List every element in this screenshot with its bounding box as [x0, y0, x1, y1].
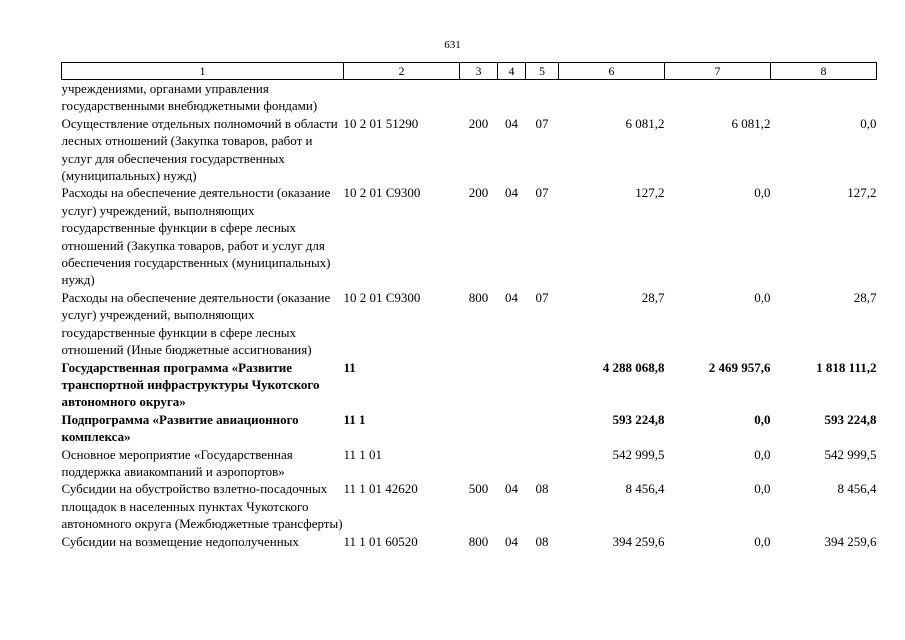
row-rz-cell: 04 [505, 289, 518, 305]
row-vr-cell [460, 80, 498, 115]
row-vr-cell [460, 411, 498, 446]
row-rz-cell [498, 80, 526, 115]
row-name-cell: Расходы на обеспечение деятельности (оказание услуг) учреждений, выполняющих государственные функции в сфере лесных отношений (Закупка товаров, работ и услуг для обеспечения государственных (муниципальных) нужд) [61, 185, 331, 288]
row-rz-cell: 04 [505, 185, 518, 201]
row-amount-regional-cell: 1 818 111,2 [816, 359, 877, 375]
column-header-pr: 5 [526, 63, 559, 80]
row-code-cell: 11 [343, 359, 356, 375]
column-header-amount-federal: 7 [665, 63, 771, 80]
column-header-vr: 3 [460, 63, 498, 80]
row-name-cell: Субсидии на обустройство взлетно-посадочных площадок в населенных пунктах Чукотского автономного округа (Межбюджетные трансферты) [61, 481, 343, 532]
row-name-cell: Государственная программа «Развитие транспортной инфраструктуры Чукотского автономного округа» [61, 359, 320, 410]
row-vr-cell: 200 [468, 185, 489, 201]
column-header-code: 2 [344, 63, 460, 80]
row-name-cell: Расходы на обеспечение деятельности (оказание услуг) учреждений, выполняющих государственные функции в сфере лесных отношений (Иные бюджетные ассигнования) [61, 289, 331, 358]
row-pr-cell: 08 [535, 481, 549, 497]
table-body [62, 80, 877, 550]
row-name-cell: Подпрограмма «Развитие авиационного комплекса» [61, 411, 299, 445]
row-pr-cell: 07 [535, 185, 549, 201]
row-amount-federal-cell: 6 081,2 [731, 115, 771, 131]
row-amount-federal-cell [665, 80, 771, 115]
row-pr-cell [526, 446, 559, 481]
table-row [62, 115, 877, 185]
row-amount-total-cell: 394 259,6 [612, 533, 665, 549]
column-header-name: 1 [62, 63, 344, 80]
row-vr-cell: 800 [468, 289, 489, 305]
row-pr-cell [526, 359, 559, 411]
row-amount-total-cell: 8 456,4 [625, 481, 665, 497]
row-amount-federal-cell: 0,0 [754, 481, 771, 497]
row-amount-regional-cell [771, 80, 877, 115]
row-name-cell: Субсидии на возмещение недополученных [61, 533, 299, 549]
row-code-cell: 10 2 01 51290 [343, 115, 419, 131]
row-amount-total-cell: 593 224,8 [612, 411, 665, 427]
row-amount-total-cell: 4 288 068,8 [602, 359, 665, 375]
row-rz-cell: 04 [505, 533, 518, 549]
row-pr-cell: 08 [535, 533, 549, 549]
row-pr-cell: 07 [535, 289, 549, 305]
row-amount-total-cell [559, 80, 665, 115]
row-amount-regional-cell: 8 456,4 [837, 481, 877, 497]
row-code-cell: 11 1 01 42620 [343, 481, 418, 497]
column-header-amount-total: 6 [559, 63, 665, 80]
row-code-cell: 11 1 01 [343, 446, 383, 462]
row-rz-cell: 04 [505, 481, 518, 497]
row-amount-regional-cell: 542 999,5 [824, 446, 877, 462]
table-row [62, 411, 877, 446]
table-row [62, 359, 877, 411]
row-amount-total-cell: 542 999,5 [612, 446, 665, 462]
row-code-cell [344, 80, 460, 115]
row-amount-federal-cell: 2 469 957,6 [708, 359, 771, 375]
row-pr-cell: 07 [535, 115, 549, 131]
row-code-cell: 10 2 01 С9300 [343, 289, 421, 305]
table-header-row [62, 63, 877, 80]
row-name-cell: учреждениями, органами управления государственными внебюджетными фондами) [61, 81, 318, 114]
row-name-cell: Осуществление отдельных полномочий в области лесных отношений (Закупка товаров, работ и услуг для обеспечения государственных (муниципальных) нужд) [61, 115, 338, 184]
table-row [62, 184, 877, 288]
row-amount-total-cell: 28,7 [641, 289, 665, 305]
row-amount-federal-cell: 0,0 [754, 411, 771, 427]
row-vr-cell [460, 359, 498, 411]
row-amount-federal-cell: 0,0 [754, 289, 771, 305]
column-header-rz: 4 [498, 63, 526, 80]
table-row [62, 446, 877, 481]
row-code-cell: 11 1 01 60520 [343, 533, 418, 549]
row-name-cell: Основное мероприятие «Государственная поддержка авиакомпаний и аэропортов» [61, 446, 293, 479]
row-vr-cell: 500 [468, 481, 489, 497]
table-row [62, 533, 877, 550]
row-amount-total-cell: 6 081,2 [625, 115, 665, 131]
row-code-cell: 10 2 01 С9300 [343, 185, 421, 201]
row-amount-regional-cell: 0,0 [860, 115, 877, 131]
row-amount-federal-cell: 0,0 [754, 533, 771, 549]
row-amount-total-cell: 127,2 [635, 185, 665, 201]
row-amount-federal-cell: 0,0 [754, 185, 771, 201]
row-vr-cell: 200 [468, 115, 489, 131]
row-rz-cell [498, 411, 526, 446]
row-amount-regional-cell: 28,7 [853, 289, 877, 305]
budget-table [61, 62, 877, 550]
row-amount-federal-cell: 0,0 [754, 446, 771, 462]
row-pr-cell [526, 411, 559, 446]
row-amount-regional-cell: 593 224,8 [824, 411, 877, 427]
row-amount-regional-cell: 127,2 [847, 185, 877, 201]
table-row [62, 80, 877, 115]
row-rz-cell [498, 446, 526, 481]
row-code-cell: 11 1 [343, 411, 366, 427]
row-vr-cell [460, 446, 498, 481]
row-vr-cell: 800 [468, 533, 489, 549]
page-number: 631 [444, 39, 461, 51]
row-rz-cell: 04 [505, 115, 518, 131]
row-rz-cell [498, 359, 526, 411]
row-pr-cell [526, 80, 559, 115]
table-row [62, 480, 877, 532]
column-header-amount-regional: 8 [771, 63, 877, 80]
table-row [62, 289, 877, 359]
row-amount-regional-cell: 394 259,6 [824, 533, 877, 549]
